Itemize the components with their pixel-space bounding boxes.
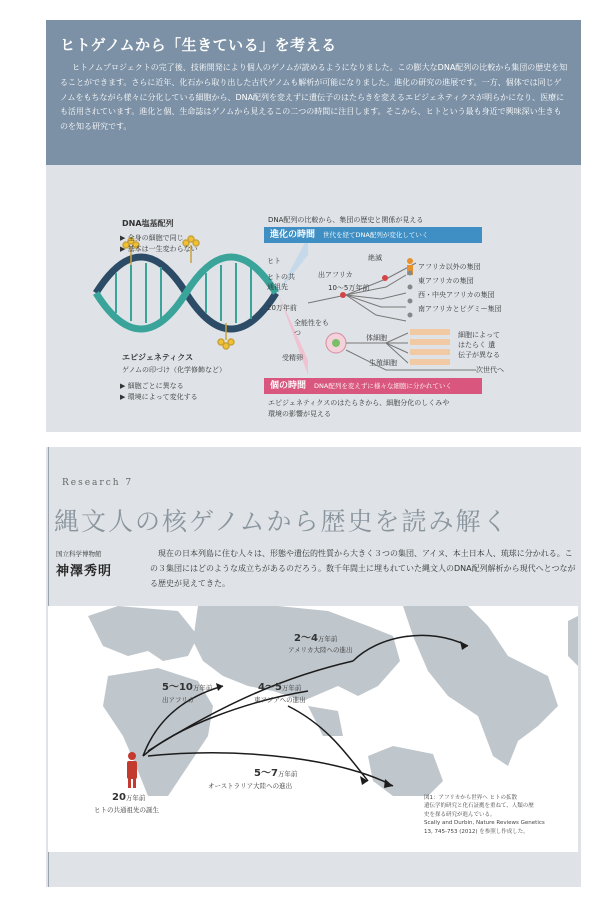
marker-australia-label: オーストラリア大陸への進出 — [208, 782, 293, 790]
individual-time-band: 個の時間 DNA配列を変えずに様々な細胞に分かれていく — [264, 378, 482, 394]
germ-label: 生殖細胞 — [369, 359, 397, 367]
marker-east-asia-label: 東アジアへの進出 — [254, 696, 306, 704]
epi-point-1: ▶ 細胞ごとに異なる — [120, 382, 184, 390]
marker-out-of-africa-label: 出アフリカ — [162, 696, 195, 704]
figure-caption — [424, 794, 574, 836]
totipotent-label: 全能性をもつ — [294, 319, 329, 337]
caption-line-4: 13, 745-753 (2012) を参照し作成した。 — [424, 828, 529, 835]
out-of-africa-label: 出アフリカ — [318, 271, 353, 279]
genome-diagram — [46, 175, 581, 425]
evolution-time-band: 進化の時間 世代を経てDNA配列が変化していく — [264, 227, 482, 243]
intro-title: ヒトゲノムから「生きている」を考える — [60, 36, 337, 54]
research-intro: 現在の日本列島に住む人々は、形態や遺伝的性質から大きく３つの集団、アイヌ、本土日本人、琉球に分かれる。この３集団にはどのような成立ちがあるのだろう。数千年間土に埋もれていた縄文人のDNA配列解析から現代へとつながる歴史が見えてきた。 — [150, 549, 576, 588]
dna-helix-icon — [96, 257, 276, 329]
common-ancestor-label: ヒトの共通祖先 — [267, 273, 295, 291]
dna-point-1: ▶ 全身の細胞で同じ — [120, 234, 184, 242]
group-1: アフリカ以外の集団 — [418, 263, 481, 271]
epigenetics-label: エピジェネティクス — [122, 353, 194, 362]
caption-line-3: Scally and Durbin, Nature Reviews Genetics — [424, 820, 545, 827]
intro-body: ヒトノムプロジェクトの完了後、技術開発により個人のゲノムが読めるようになりました。この膨大なDNA配列の比較から集団の歴史を知ることができます。さらに近年、化石から取り出した古代ゲノムも解析が可能になりました。進化の研究の進展です。一方、個体では同じゲノムをもちながら様々に分化している細胞から、DNA配列を変えずに遺伝子のはたらきを変えるエピジェネティクスが明らかになり、医療にも活用されています。進化と個、生命誌はゲノムから見えるこの二つの時間に注目します。そこから、ヒトという最も身近で興味深い生きものを知る研究です。 — [60, 63, 568, 132]
fertilized-egg-label: 受精卵 — [282, 354, 303, 362]
marker-america: 2〜4万年前 — [294, 633, 338, 644]
years-200k-label: 20万年前 — [267, 304, 297, 312]
intro-panel — [46, 20, 581, 432]
caption-line-1: 遺伝学的研究と化石証拠を重ねて、人類の歴 — [424, 803, 534, 810]
intro-header — [46, 20, 581, 165]
epigenetics-sub: ゲノムの印づけ（化学修飾など） — [122, 366, 227, 374]
group-2: 東アフリカの集団 — [418, 277, 474, 285]
group-4: 南アフリカとピグミー集団 — [418, 305, 502, 313]
years-10-5-label: 10〜5万年前 — [328, 284, 370, 292]
next-gen-label: 次世代へ — [476, 366, 504, 374]
epi-note-1: エピジェネティクスのはたらきから、細胞分化のしくみや — [268, 399, 450, 407]
human-figure-icon — [127, 752, 137, 788]
somatic-label: 体細胞 — [366, 334, 387, 342]
research-title: 縄文人の核ゲノムから歴史を読み解く — [54, 507, 510, 536]
marker-america-label: アメリカ大陸への進出 — [288, 646, 353, 654]
marker-200k: 20万年前 — [112, 792, 146, 803]
caption-line-2: 史を探る研究が進んでいる。 — [424, 811, 496, 818]
dna-point-2: ▶ 基本は一生変わらない — [120, 245, 198, 253]
epi-note-2: 環境の影響が見える — [268, 410, 331, 418]
cell-note: 細胞によって はたらく 遺伝子が異なる — [458, 331, 500, 359]
marker-out-of-africa: 5〜10万年前 — [162, 682, 213, 693]
epi-point-2: ▶ 環境によって変化する — [120, 393, 198, 401]
author-affiliation: 国立科学博物館 — [56, 550, 102, 558]
marker-australia: 5〜7万年前 — [254, 768, 298, 779]
marker-200k-label: ヒトの共通祖先の誕生 — [94, 806, 159, 814]
dna-label: DNA塩基配列 — [122, 219, 174, 228]
research-number: Research 7 — [62, 478, 134, 488]
author-name: 神澤秀明 — [56, 564, 113, 579]
extinct-label: 絶滅 — [368, 254, 382, 262]
group-3: 西・中央アフリカの集団 — [418, 291, 495, 299]
marker-east-asia: 4〜5万年前 — [258, 682, 302, 693]
compare-heading: DNA配列の比較から、集団の歴史と関係が見える — [268, 216, 424, 224]
human-label: ヒト — [267, 257, 281, 265]
caption-title: 図1：アフリカから世界へ ヒトの拡散 — [424, 795, 517, 801]
